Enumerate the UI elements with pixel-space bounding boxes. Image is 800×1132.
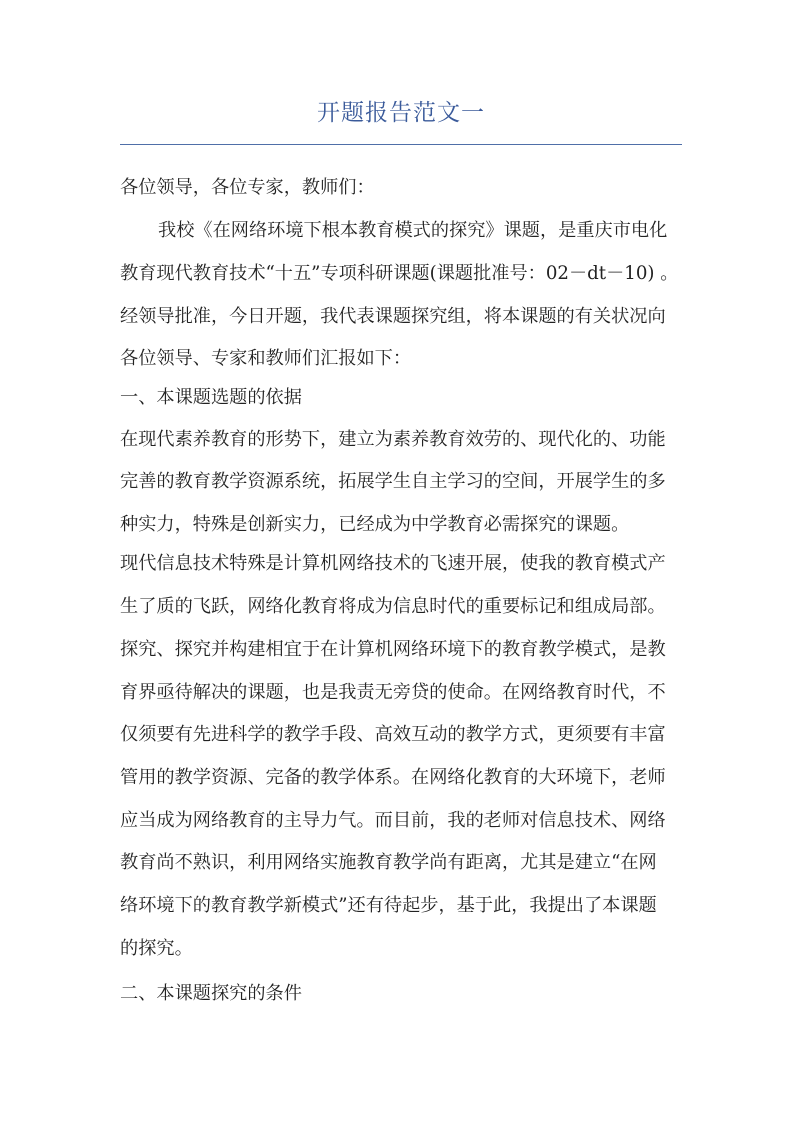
paragraph-line: 络环境下的教育教学新模式”还有待起步，基于此，我提出了本课题 (120, 895, 657, 916)
paragraph-line: 的探究。 (120, 938, 193, 959)
paragraph-line: 完善的教育教学资源系统，拓展学生自主学习的空间，开展学生的多 (120, 471, 666, 492)
title-underline (120, 144, 682, 145)
paragraph-line: 在现代素养教育的形势下，建立为素养教育效劳的、现代化的、功能 (120, 429, 666, 450)
salutation: 各位领导，各位专家，教师们： (120, 177, 375, 198)
paragraph-line: 种实力，特殊是创新实力，已经成为中学教育必需探究的课题。 (120, 514, 630, 535)
paragraph-line: 仅须要有先进科学的教学手段、高效互动的教学方式，更须要有丰富 (120, 724, 666, 745)
intro-line: 各位领导、专家和教师们汇报如下： (120, 348, 412, 369)
intro-line: 经领导批准，今日开题，我代表课题探究组，将本课题的有关状况向 (120, 306, 666, 327)
section-heading: 二、本课题探究的条件 (120, 983, 302, 1004)
intro-line: 我校《在网络环境下根本教育模式的探究》课题，是重庆市电化 (158, 220, 668, 241)
paragraph-line: 生了质的飞跃，网络化教育将成为信息时代的重要标记和组成局部。 (120, 596, 666, 617)
intro-line: 教育现代教育技术“十五”专项科研课题(课题批准号：02－dt－10) 。 (120, 263, 679, 284)
paragraph-line: 管用的教学资源、完备的教学体系。在网络化教育的大环境下，老师 (120, 767, 666, 788)
document-title: 开题报告范文一 (317, 100, 485, 126)
paragraph-line: 应当成为网络教育的主导力气。而目前，我的老师对信息技术、网络 (120, 810, 666, 831)
paragraph-line: 现代信息技术特殊是计算机网络技术的飞速开展，使我的教育模式产 (120, 553, 666, 574)
section-heading: 一、本课题选题的依据 (120, 387, 302, 408)
paragraph-line: 探究、探究并构建相宜于在计算机网络环境下的教育教学模式，是教 (120, 639, 666, 660)
paragraph-line: 育界亟待解决的课题，也是我责无旁贷的使命。在网络教育时代，不 (120, 682, 666, 703)
paragraph-line: 教育尚不熟识，利用网络实施教育教学尚有距离，尤其是建立“在网 (120, 852, 657, 873)
